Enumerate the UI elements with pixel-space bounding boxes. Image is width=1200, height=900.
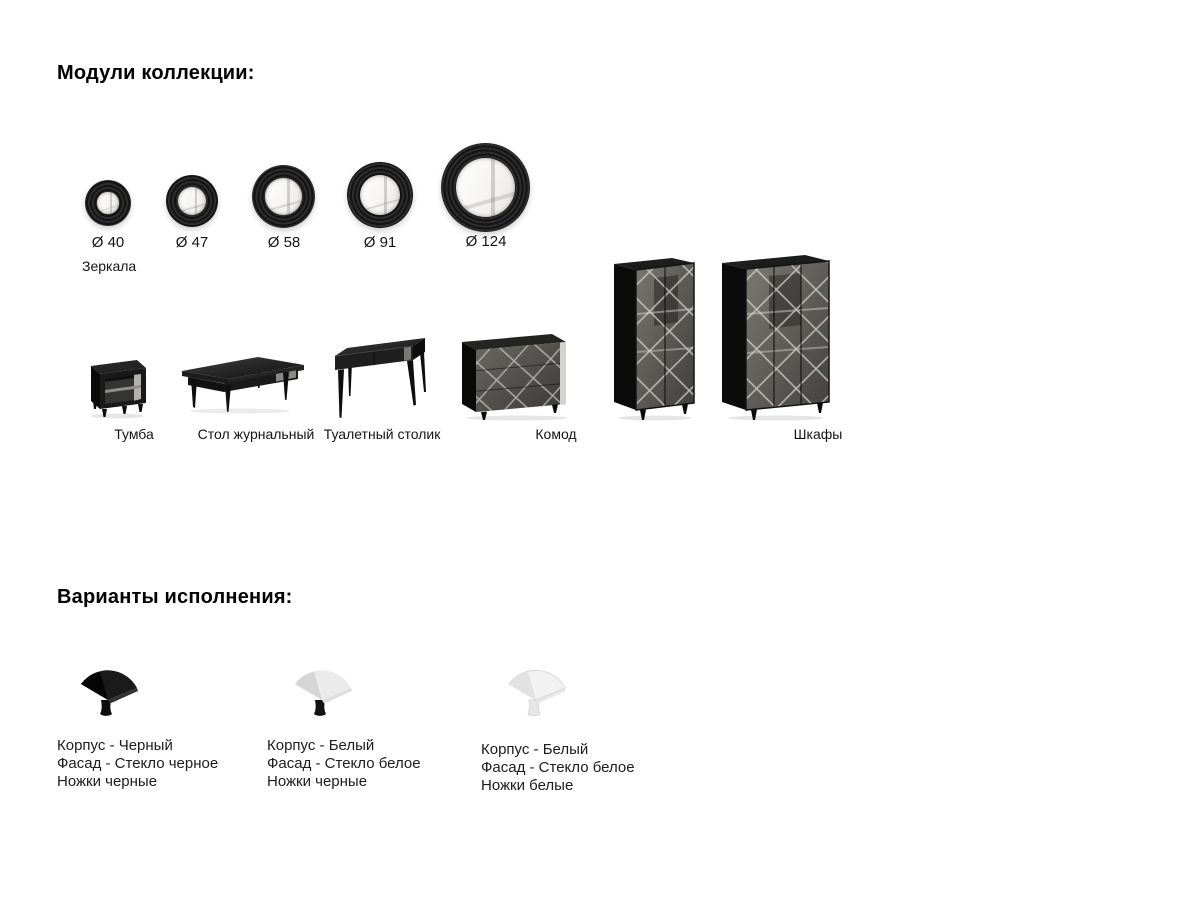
variant-white-blackleg-swatch bbox=[288, 648, 360, 720]
mirror-glass bbox=[456, 158, 515, 217]
mirror-glass bbox=[97, 192, 118, 213]
mirror-124-label: Ø 124 bbox=[465, 233, 507, 250]
coffee-table-label: Стол журнальный bbox=[197, 426, 315, 442]
side-face bbox=[722, 263, 746, 410]
mirror-47-image bbox=[166, 175, 218, 227]
side-face bbox=[614, 264, 636, 410]
variant-line: Фасад - Стекло черное bbox=[57, 755, 219, 772]
variant-line: Фасад - Стекло белое bbox=[267, 755, 421, 772]
wardrobe-small-image bbox=[610, 252, 700, 422]
mirrors-group-label: Зеркала bbox=[82, 258, 137, 274]
variant-white-whiteleg-swatch bbox=[502, 648, 574, 720]
mirror-40-image bbox=[85, 180, 131, 226]
variant-line: Ножки черные bbox=[57, 773, 158, 790]
dressing-table-label: Туалетный столик bbox=[323, 426, 441, 442]
side-face bbox=[462, 342, 476, 412]
chest-image bbox=[457, 327, 579, 421]
mirror-58-image bbox=[252, 165, 315, 228]
variant-2-description bbox=[267, 737, 421, 791]
nightstand-label: Тумба bbox=[114, 426, 154, 442]
variant-1-description bbox=[57, 737, 218, 791]
modules-section-title: Модули коллекции: bbox=[57, 62, 255, 84]
variant-line: Фасад - Стекло белое bbox=[481, 759, 635, 776]
variant-line: Ножки белые bbox=[481, 777, 574, 794]
mirror-glass bbox=[360, 175, 401, 216]
dressing-table-image bbox=[333, 330, 433, 422]
variant-black-swatch bbox=[74, 648, 146, 720]
mirror-40-label: Ø 40 bbox=[91, 234, 125, 251]
mirror-47-label: Ø 47 bbox=[175, 234, 209, 251]
chest-label: Комод bbox=[535, 426, 577, 442]
mirror-58-label: Ø 58 bbox=[267, 234, 301, 251]
variant-line: Корпус - Белый bbox=[481, 741, 589, 758]
mirror-glass bbox=[265, 178, 303, 216]
variants-section-title: Варианты исполнения: bbox=[57, 586, 293, 608]
mirror-glass bbox=[178, 187, 207, 216]
mirror-91-label: Ø 91 bbox=[363, 234, 397, 251]
variant-3-description bbox=[481, 741, 635, 795]
variant-line: Корпус - Белый bbox=[267, 737, 375, 754]
wardrobes-label: Шкафы bbox=[793, 426, 843, 442]
variant-line: Ножки черные bbox=[267, 773, 368, 790]
mirror-124-image bbox=[441, 143, 530, 232]
coffee-table-image bbox=[178, 350, 308, 414]
mirror-91-image bbox=[347, 162, 413, 228]
nightstand-image bbox=[82, 355, 152, 419]
variant-line: Корпус - Черный bbox=[57, 737, 173, 754]
wardrobe-large-image bbox=[717, 250, 835, 422]
